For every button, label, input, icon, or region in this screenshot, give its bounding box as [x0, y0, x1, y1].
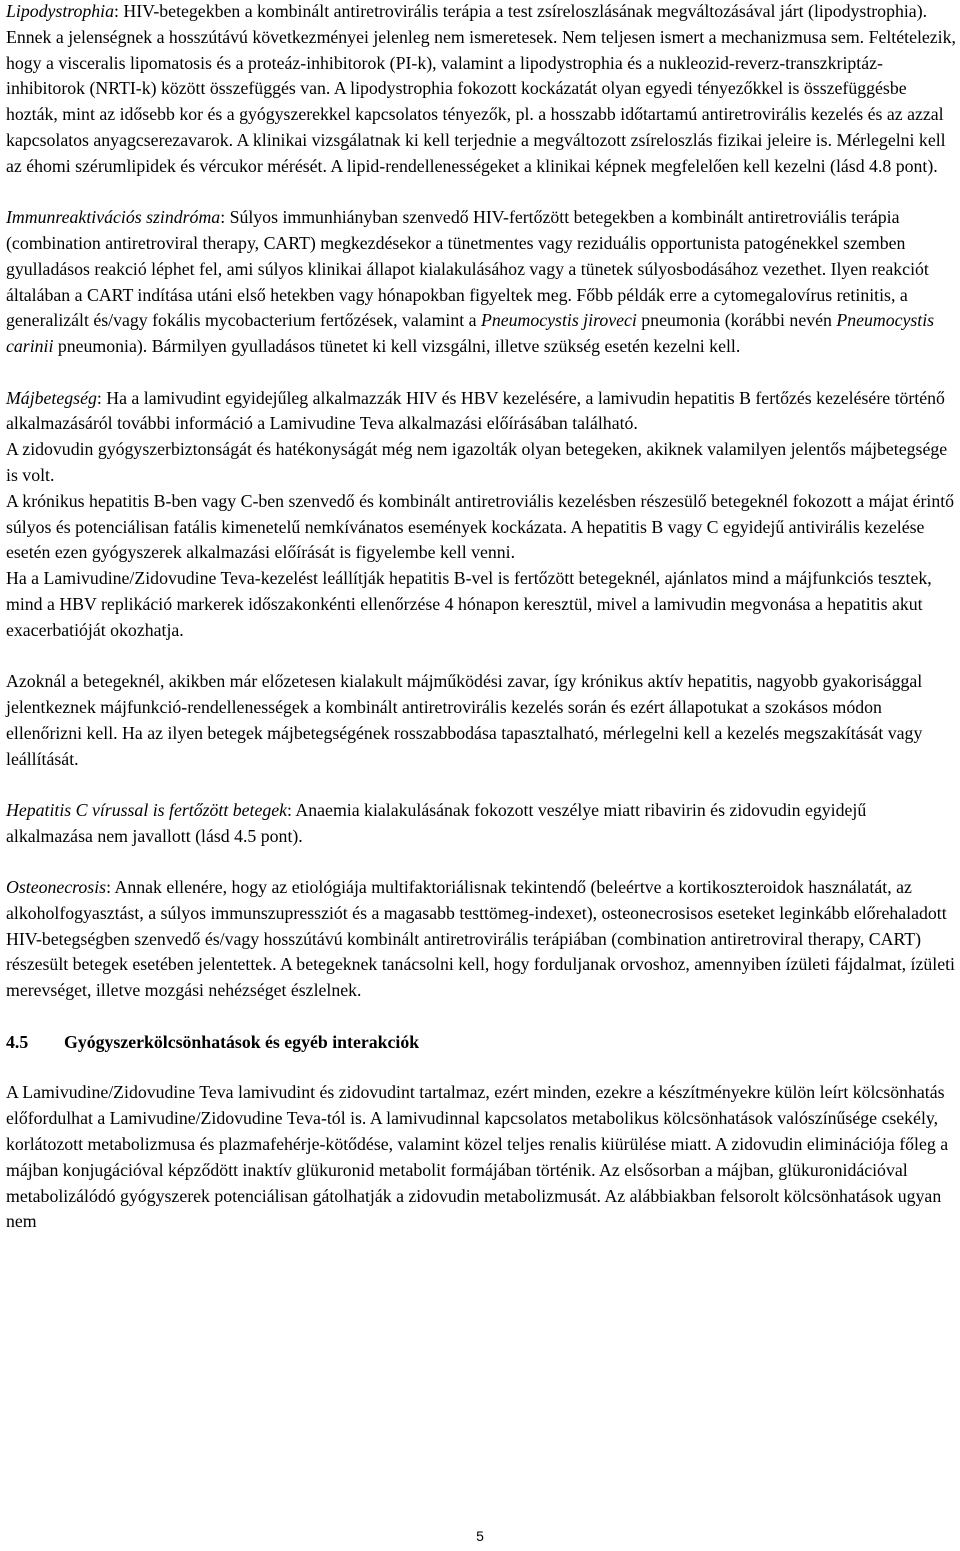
immune-organism-2: Pneumocystis carinii — [6, 310, 935, 357]
page-number: 5 — [476, 1528, 484, 1544]
section-title: Gyógyszerkölcsönhatások és egyéb interakciók — [64, 1031, 420, 1052]
liver-paragraph-3: A krónikus hepatitis B-ben vagy C-ben szenvedő és kombinált antiretroviális kezelésben részesülő betegeknél fokozott a májat érintő súlyos és potenciálisan fatális kimenetelű nemkívánatos események kockázata. A hepatitis B vagy C egyidejű antivirális kezelése esetén ezen gyógyszerek alkalmazási előírását is figyelembe kell venni. — [6, 490, 955, 563]
immune-reconstitution-paragraph — [6, 205, 956, 360]
document-page — [6, 0, 956, 1235]
immune-term: Immunreaktivációs szindróma — [6, 207, 221, 228]
osteonecrosis-term: Osteonecrosis — [6, 877, 107, 898]
liver-paragraph-4: Ha a Lamivudine/Zidovudine Teva-kezelést leállítják hepatitis B-vel is fertőzött betegeknél, ajánlatos mind a májfunkciós tesztek, mind a HBV replikáció markerek időszakonkénti ellenőrzése 4 hónapon keresztül, mivel a lamivudin megvonása a hepatitis akut exacerbatióját okozhatja. — [6, 568, 932, 640]
liver-disease-paragraph — [6, 386, 956, 438]
immune-text-1: : Súlyos immunhiányban szenvedő HIV-fertőzött betegekben a kombinált antiretroviális terápia (combination antiretroviral therapy, CART) megkezdésekor a tünetmentes vagy reziduális opportunista patogénekkel szemben gyulladásos reakció léphet fel, ami súlyos klinikai állapot kialakulásához vagy a tünetek súlyosbodásához vezethet. Ilyen reakciót általában a CART indítása utáni első hetekben vagy hónapokban figyeltek meg. Főbb példák erre a cytomegalovírus retinitis, a generalizált és/vagy fokális mycobacterium fertőzések, valamint a — [6, 207, 929, 331]
lipodystrophy-text: : HIV-betegekben a kombinált antiretrovirális terápia a test zsíreloszlásának megváltozásával járt (lipodystrophia). Ennek a jelenségnek a hosszútávú következményei jelenleg nem ismeretesek. Nem teljesen ismert a mechanizmusa sem. Feltételezik, hogy a visceralis lipomatosis és a proteáz-inhibitorok (PI-k), valamint a lipodystrophia és a nukleozid-reverz-transzkriptáz-inhibitorok (NRTI-k) között összefüggés van. A lipodystrophia fokozott kockázatát olyan egyedi tényezőkkel is összefüggésbe hozták, mint az idősebb kor és a gyógyszerekkel kapcsolatos tényezők, pl. a hosszabb időtartamú antiretrovirális kezelés és az azzal kapcsolatos anyagcserezavarok. A klinikai vizsgálatnak ki kell terjednie a megváltozott zsíreloszlás fizikai jeleire is. Mérlegelni kell az éhomi szérumlipidek és vércukor mérését. A lipid-rendellenességeket a klinikai képnek megfelelően kell kezelni (lásd 4.8 pont). — [6, 1, 956, 176]
liver-text: : Ha a lamivudint egyidejűleg alkalmazzák HIV és HBV kezelésére, a lamivudin hepatitis B fertőzés kezelésére történő alkalmazásáról további információ a Lamivudine Teva alkalmazási előírásában található. — [6, 387, 945, 434]
hepatitis-c-paragraph — [6, 798, 956, 850]
lipodystrophy-paragraph — [6, 0, 956, 180]
osteonecrosis-paragraph — [6, 875, 956, 1004]
prior-liver-dysfunction-paragraph: Azoknál a betegeknél, akikben már előzetesen kialakult májműködési zavar, így krónikus aktív hepatitis, nagyobb gyakorisággal jelentkeznek májfunkció-rendellenességek a kombinált antiretrovirális kezelés során és ezért állapotukat a szokásos módon ellenőrizni kell. Ha az ilyen betegek májbetegségének rosszabbodása tapasztalható, mérlegelni kell a kezelés megszakítását vagy leállítását. — [6, 671, 923, 769]
section-number: 4.5 — [6, 1031, 29, 1052]
interactions-paragraph: A Lamivudine/Zidovudine Teva lamivudint és zidovudint tartalmaz, ezért minden, ezekre a készítményekre külön leírt kölcsönhatás előfordulhat a Lamivudine/Zidovudine Teva-tól is. A lamivudinnal kapcsolatos metabolikus kölcsönhatások valószínűsége csekély, korlátozott metabolizmusa és plazmafehérje-kötődése, valamint közel teljes renalis kiürülése miatt. A zidovudin eliminációja főleg a májban konjugációval képződött inaktív glükuronid metabolit formájában történik. Az elsősorban a májban, glükuronidációval metabolizálódó gyógyszerek potenciálisan gátolhatják a zidovudin metabolizmusát. Az alábbiakban felsorolt kölcsönhatások ugyan nem — [6, 1082, 949, 1232]
liver-paragraph-2: A zidovudin gyógyszerbiztonságát és hatékonyságát még nem igazolták olyan betegeken, akiknek valamilyen jelentős májbetegsége is volt. — [6, 439, 948, 485]
section-heading-4-5 — [6, 1030, 956, 1056]
hepatitis-c-term: Hepatitis C vírussal is fertőzött betegek — [6, 799, 288, 820]
liver-term: Májbetegség — [6, 387, 97, 408]
immune-organism-1: Pneumocystis jiroveci — [480, 310, 637, 331]
hepatitis-c-text: : Anaemia kialakulásának fokozott veszélye miatt ribavirin és zidovudin egyidejű alkalmazása nem javallott (lásd 4.5 pont). — [6, 799, 867, 846]
immune-text-2: pneumonia (korábbi nevén — [636, 310, 837, 331]
lipodystrophy-term: Lipodystrophia — [6, 1, 115, 21]
immune-text-3: pneumonia). Bármilyen gyulladásos tünetet ki kell vizsgálni, illetve szükség esetén kezelni kell. — [53, 336, 741, 357]
osteonecrosis-text: : Annak ellenére, hogy az etiológiája multifaktoriálisnak tekintendő (beleértve a kortikoszteroidok használatát, az alkoholfogyasztást, a súlyos immunszupressziót és a magasabb testtömeg-indexet), osteonecrosisos eseteket leginkább előrehaladott HIV-betegségben szenvedő és/vagy hosszútávú kombinált antiretrovirális terápiában (combination antiretroviral therapy, CART) részesült betegek esetében jelentettek. A betegeknek tanácsolni kell, hogy forduljanak orvoshoz, amennyiben ízületi fájdalmat, ízületi merevséget, illetve mozgási nehézséget észlelnek. — [6, 877, 955, 1001]
